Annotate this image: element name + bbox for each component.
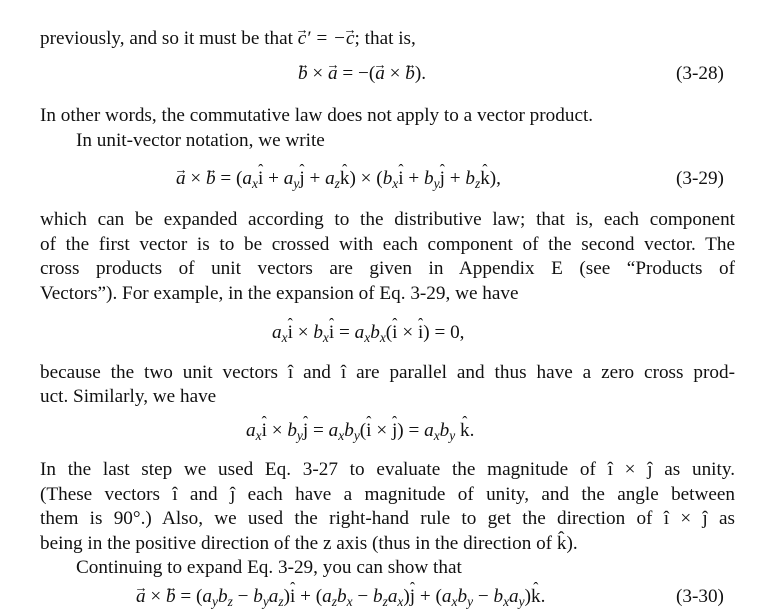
equation-3-29-number: (3-29) [676, 168, 724, 189]
equation-i-cross-j-expression: $a_xˆ$ $i \times b_yˆ$ $j = a_xb_y(ˆ$ i × ˆ $j) = a_xb_y$ ˆ k. [246, 418, 474, 449]
paragraph-commutative: In other words, the commutative law does not apply to a vector product. [40, 105, 594, 126]
equation-3-29-expression: → a × → $b = (a_xˆ$ $i + a_yˆ$ $j + a_zˆ$ $k) \times (b_xˆ$ $i + b_yˆ$ $j + b_zˆ$ k), [176, 166, 501, 197]
paragraph-last-step-line-1: In the last step we used Eq. 3-27 to evaluate the magnitude of î × ĵ as unity. [40, 459, 735, 480]
paragraph-expansion-line-3: cross products of unit vectors are given in Appendix E (see “Products of [40, 258, 735, 279]
paragraph-parallel-line-1: because the two unit vectors î and î are parallel and thus have a zero cross prod- [40, 362, 735, 383]
paragraph-expansion-line-1: which can be expanded according to the distributive law; that is, each component [40, 209, 735, 230]
paragraph-parallel-line-2: uct. Similarly, we have [40, 386, 217, 407]
paragraph-last-step-line-4: being in the positive direction of the z axis (thus in the direction of k̂). [40, 533, 578, 554]
intro-line [40, 27, 735, 51]
paragraph-continuing: Continuing to expand Eq. 3-29, you can show that [76, 557, 462, 578]
equation-3-30-expression: → a × → $b = (a_yb_z$ − $b_ya_z)ˆ$ $i + (a_zb_x$ − $b_za_x)ˆ$ $j + (a_xb_y$ − $b_xa_y)ˆ$ k. [136, 584, 545, 615]
paragraph-last-step-line-2: (These vectors î and ĵ each have a magnitude of unity, and the angle between [40, 484, 735, 505]
inline-math-c-prime: → c′ = −→ c [298, 28, 355, 49]
equation-i-cross-i-expression: $a_xˆ$ $i \times b_xˆ$ $i = a_xb_x(ˆ$ i × ˆ i) = 0, [272, 320, 464, 351]
intro-text: previously, and so it must be that [40, 28, 293, 49]
equation-3-28-number: (3-28) [676, 63, 724, 84]
equation-3-28-expression: → b × → a = −(→ a × → b). [298, 61, 426, 87]
paragraph-unit-vector-intro: In unit-vector notation, we write [76, 130, 325, 151]
equation-3-30-number: (3-30) [676, 586, 724, 607]
paragraph-expansion-line-2: of the first vector is to be crossed with each component of the second vector. The [40, 234, 735, 255]
intro-text-end: ; that is, [354, 28, 416, 49]
paragraph-expansion-line-4: Vectors”). For example, in the expansion of Eq. 3-29, we have [40, 283, 519, 304]
paragraph-last-step-line-3: them is 90°.) Also, we used the right-hand rule to get the direction of î × ĵ as [40, 508, 735, 529]
